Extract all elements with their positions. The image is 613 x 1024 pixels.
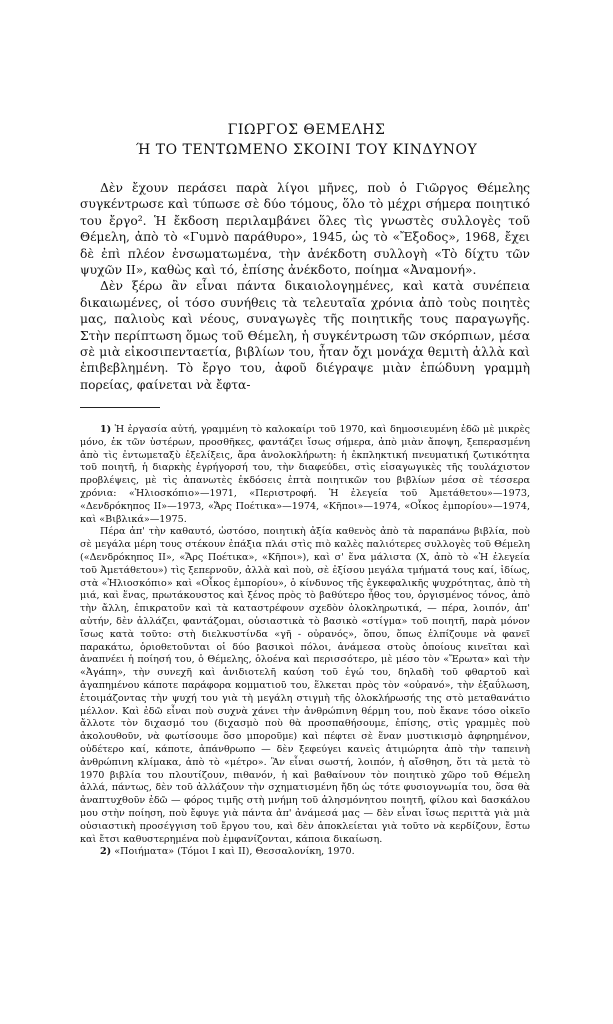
footnotes	[80, 424, 530, 859]
footnote-1	[80, 424, 530, 526]
body-paragraph-2: Δὲν ξέρω ἂν εἶναι πάντα δικαιολογημένες, καὶ κατὰ συνέπεια δικαιωμένες, οἱ τόσο συνήθεις τὰ τελευταῖα χρόνια ἀπὸ τοὺς ποιητὲς μας, παλιοὺς καὶ νέους, συναγωγὲς τῆς ποιητικῆς τους παραγωγῆς. Στὴν περίπτωση ὅμως τοῦ Θέμελη, ἡ συγκέντρωση τῶν σκόρπιων, μέσα σὲ μιὰ εἰκοσιπενταετία, βιβλίων του, ἦταν ὄχι μονάχα θεμιτὴ ἀλλὰ καὶ ἐπιβεβλημένη. Τὸ ἔργο του, ἀφοῦ διέγραψε μιὰν ἐπώδυνη γραμμὴ πορείας, φαίνεται νὰ ἔφτα-	[80, 279, 530, 392]
footnote-1-number: 1)	[100, 424, 112, 435]
footnote-divider	[80, 407, 160, 408]
article-title: Ή ΤΟ ΤΕΝΤΩΜΕΝΟ ΣΚΟΙΝΙ ΤΟΥ ΚΙΝΔΥΝΟΥ	[135, 142, 478, 158]
footnote-2	[80, 846, 530, 859]
body-paragraph-1: Δὲν ἔχουν περάσει παρὰ λίγοι μῆνες, ποὺ ὁ Γιῶργος Θέμελης συγκέντρωσε καὶ τύπωσε σὲ δύο τόμους, ὅλο τὸ μέχρι σήμερα ποιητικό του ἔργο². Ἡ ἔκδοση περιλαμβάνει ὅλες τὶς γνωστὲς συλλογὲς τοῦ Θέμελη, ἀπὸ τὸ «Γυμνὸ παράθυρο», 1945, ὡς τὸ «Ἔξοδος», 1968, ἔχει δὲ ἐπὶ πλέον ἐνσωματωμένα, τὴν ἀνέκδοτη συλλογὴ «Τὸ δίχτυ τῶν ψυχῶν ΙΙ», καθὼς καὶ τό, ἐπίσης ἀνέκδοτο, ποίημα «Ἀναμονή».	[80, 181, 530, 278]
footnote-2-text: «Ποιήματα» (Τόμοι Ι καὶ ΙΙ), Θεσσαλονίκη, 1970.	[114, 846, 355, 858]
footnote-2-number: 2)	[100, 846, 112, 858]
footnote-1-continuation: Πέρα ἀπ' τὴν καθαυτό, ὡστόσο, ποιητικὴ ἀξία καθενὸς ἀπὸ τὰ παραπάνω βιβλία, ποὺ σὲ μεγάλα μέρη τους στέκουν ἐπάξια πλάι στὶς πιὸ καλὲς παλιότερες συλλογὲς τοῦ Θέμελη («Δενδρόκηπος ΙΙ», «Ἄρς Ποέτικα», «Κῆποι»), καὶ σ' ἕνα μάλιστα (Χ, ἀπὸ τὸ «Ἡ ἐλεγεία τοῦ Ἀμετάθετου») τὶς ξεπερνοῦν, ἀλλὰ καὶ ποὺ, σὲ ἐξίσου μεγάλα τμήματά τους καί, ἰδίως, στὰ «Ἡλιοσκόπιο» καὶ «Οἶκος ἐμπορίου», ὁ κίνδυνος τῆς ἐγκεφαλικῆς ψυχρότητας, ἀπὸ τὴ μιά, καὶ ἕνας, πρωτάκουστος καὶ ξένος πρὸς τὸ βαθύτερο ἦθος του, ὀργισμένος τόνος, ἀπὸ τὴν ἄλλη, ἐπικρατοῦν καὶ τὰ καταστρέφουν σχεδὸν ὁλοκληρωτικά, — πέρα, λοιπόν, ἀπ' αὐτήν, δὲν ἀλλάζει, φαντάζομαι, οὐσιαστικὰ τὸ βασικὸ «στίγμα» τοῦ ποιητῆ, παρὰ μόνον ἴσως κατὰ τοῦτο: στὴ διελκυστίνδα «γῆ - οὐρανός», ὅπου, ὅπως ἐλπίζουμε νὰ φανεῖ παρακάτω, ὁριοθετοῦνται οἱ δύο βασικοὶ πόλοι, ἀνάμεσα στοὺς ὁποίους κινεῖται καὶ ἀναπνέει ἡ ποίησή του, ὁ Θέμελης, ὁλοένα καὶ περισσότερο, μὲ μέσο τὸν «Ἔρωτα» καὶ τὴν «Ἀγάπη», τὴν συνεχῆ καὶ ἀνιδιοτελῆ καύση τοῦ ἐγώ του, δηλαδὴ τοῦ φθαρτοῦ καὶ ἀγαπημένου κάποτε παράφορα κομματιοῦ του, ἕλκεται πρὸς τὸν «οὐρανό», τὴν ἐξαΰλωση, ἑτοιμάζοντας τὴν ψυχή του γιὰ τὴ μεγάλη στιγμὴ τῆς ὁλοκλήρωσής της στὸ μεταθανάτιο μέλλον. Καὶ ἐδῶ εἶναι ποὺ συχνὰ χάνει τὴν ἀνθρώπινη θέρμη του, ποὺ ἔκανε τόσο οἰκεῖο ἄλλοτε τὸν διχασμό του (διχασμὸ ποὺ θὰ προσπαθήσουμε, ἐπίσης, στὶς γραμμὲς ποὺ ἀκολουθοῦν, νὰ φωτίσουμε ὅσο μποροῦμε) καὶ πέφτει σὲ ἕναν μυστικισμὸ ἀφηρημένον, οὐδέτερο καί, κάποτε, ἀπάνθρωπο — δὲν ξεφεύγει κανεὶς ἀτιμώρητα ἀπὸ τὴν ταπεινὴ ἀνθρώπινη κλίμακα, ἀπὸ τὸ «μέτρο». Ἂν εἶναι σωστή, λοιπόν, ἡ αἴσθηση, ὅτι τὰ μετὰ τὸ 1970 βιβλία του πλουτίζουν, πιθανόν, ἡ καὶ βαθαίνουν τὸν ποιητικὸ χῶρο τοῦ Θέμελη ἀλλά, πάντως, δὲν τοῦ ἀλλάζουν τὴν σχηματισμένη ἤδη ὡς τότε φυσιογνωμία του, ὅσα θὰ ἀναπτυχθοῦν ἐδῶ — φόρος τιμῆς στὴ μνήμη τοῦ ἀλησμόνητου ποιητῆ, φίλου καὶ δασκάλου μου στὴν ποίηση, ποὺ ἔφυγε γιὰ πάντα ἀπ' ἀνάμεσά μας — δὲν εἶναι ἴσως περιττὰ γιὰ μιὰ οὐσιαστικὴ προσέγγιση τοῦ ἔργου του, καὶ δὲν ἀποκλείεται γιὰ τοῦτο νὰ κερδίζουν, ἔστω καὶ ἔτσι καθυστερημένα ποὺ ἐμφανίζονται, κάποια δικαίωση.	[80, 526, 530, 845]
footnote-1-text: Ἡ ἐργασία αὐτή, γραμμένη τὸ καλοκαίρι τοῦ 1970, καὶ δημοσιευμένη ἐδῶ μὲ μικρὲς μόνο, ἐκ τῶν ὑστέρων, προσθῆκες, φαντάζει ἴσως σήμερα, ἀπὸ μιὰν ἄποψη, ξεπερασμένη ἀπὸ τὶς ἐντωμεταξὺ ἐξελίξεις, ἄρα ἀνολοκλήρωτη: ἡ ἐκπληκτική πνευματική ζωτικότητα τοῦ ποιητῆ, ἡ διαρκὴς ἐγρήγορσή του, τὴν διαφεύδει, στὶς εἰσαγωγικὲς τῆς τουλάχιστον προβλέψεις, μὲ τὶς ἀπανωτὲς ἐκδόσεις ἑπτὰ ποιητικῶν του βιβλίων μέσα σὲ τέσσερα χρόνια: «Ἡλιοσκόπιο»—1971, «Περιστροφή. Ἡ ἐλεγεία τοῦ Ἀμετάθετου»—1973, «Δενδρόκηπος ΙΙ»—1973, «Ἄρς Ποέτικα»—1974, «Κῆποι»—1974, «Οἶκος ἐμπορίου»—1974, καὶ «Βιβλικά»—1975.	[80, 424, 530, 525]
article-author: ΓΙΩΡΓΟΣ ΘΕΜΕΛΗΣ	[227, 122, 386, 138]
main-text	[80, 180, 530, 393]
